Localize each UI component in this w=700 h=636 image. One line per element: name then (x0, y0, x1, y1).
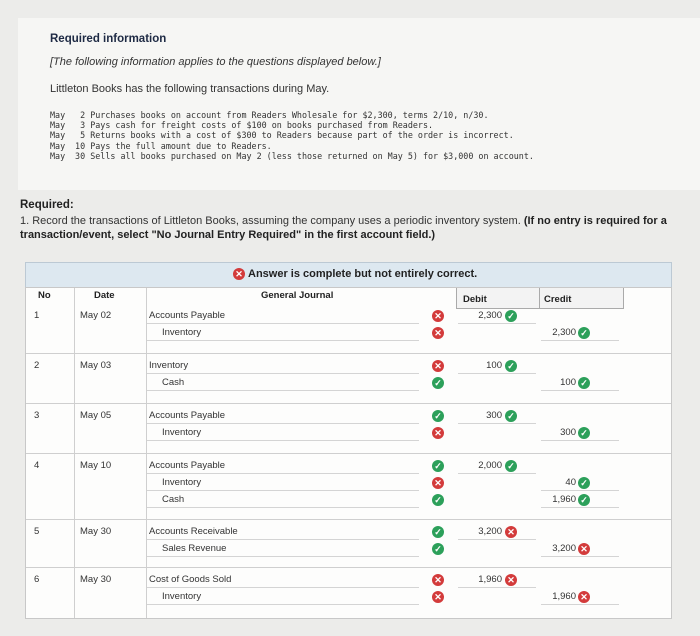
question-text: 1. Record the transactions of Littleton Books, assuming the company uses a periodic inventory system. (If no entry is required for a transaction/event, select "No Journal Entry Required" in the first account field.) (20, 215, 667, 241)
header-no: No (38, 290, 51, 301)
header-date: Date (94, 290, 115, 301)
transaction-row: May 2 Purchases books on account from Readers Wholesale for $2,300, terms 2/10, n/30. (50, 110, 489, 120)
credit-amount: 40 (565, 477, 576, 488)
info-subtitle: [The following information applies to the questions displayed below.] (50, 56, 381, 68)
correct-check-icon: ✓ (432, 460, 444, 472)
entry-date[interactable]: May 10 (80, 460, 112, 471)
header-general-journal: General Journal (261, 290, 334, 301)
debit-amount: 1,960 (478, 574, 502, 585)
entry-number: 1 (34, 310, 40, 321)
account-name: Accounts Receivable (149, 526, 238, 537)
correct-check-icon: ✓ (578, 494, 590, 506)
account-name: Accounts Payable (149, 410, 226, 421)
credit-amount: 1,960 (552, 494, 576, 505)
debit-amount: 300 (486, 410, 502, 421)
incorrect-icon: ✕ (432, 360, 444, 372)
correct-check-icon: ✓ (505, 410, 517, 422)
credit-amount: 1,960 (552, 591, 576, 602)
row-divider (26, 519, 671, 520)
incorrect-icon: ✕ (578, 543, 590, 555)
credit-amount: 2,300 (552, 327, 576, 338)
incorrect-icon: ✕ (432, 574, 444, 586)
answer-status-text: Answer is complete but not entirely correct. (248, 268, 478, 280)
intro-text: Littleton Books has the following transactions during May. (50, 83, 330, 95)
row-divider (26, 453, 671, 454)
general-journal-table (25, 287, 672, 619)
incorrect-icon: ✕ (233, 268, 245, 280)
debit-amount: 100 (486, 360, 502, 371)
account-name: Inventory (162, 427, 202, 438)
account-name: Cost of Goods Sold (149, 574, 232, 585)
credit-amount: 300 (560, 427, 576, 438)
account-field[interactable] (147, 375, 419, 391)
header-credit: Credit (544, 294, 572, 305)
entry-number: 5 (34, 526, 40, 537)
incorrect-icon: ✕ (432, 427, 444, 439)
debit-amount: 2,300 (478, 310, 502, 321)
account-name: Inventory (162, 591, 202, 602)
answer-status-banner (25, 262, 672, 288)
incorrect-icon: ✕ (505, 574, 517, 586)
transaction-row: May 3 Pays cash for freight costs of $100 on books purchased from Readers. (50, 120, 434, 131)
entry-date[interactable]: May 30 (80, 574, 112, 585)
account-name: Accounts Payable (149, 310, 226, 321)
account-name: Inventory (149, 360, 189, 371)
credit-amount: 3,200 (552, 543, 576, 554)
entry-date[interactable]: May 30 (80, 526, 112, 537)
account-name: Cash (162, 494, 185, 505)
correct-check-icon: ✓ (505, 360, 517, 372)
correct-check-icon: ✓ (432, 543, 444, 555)
row-divider (26, 567, 671, 568)
transaction-row: May 5 Returns books with a cost of $300 to Readers because part of the order is incorrect. (50, 130, 514, 141)
account-field[interactable] (147, 492, 419, 508)
correct-check-icon: ✓ (432, 410, 444, 422)
account-name: Sales Revenue (162, 543, 227, 554)
header-debit: Debit (463, 294, 487, 305)
transaction-row: May 30 Sells all books purchased on May 2 (less those returned on May 5) for $3,000 on account. (50, 150, 534, 161)
row-divider (26, 403, 671, 404)
correct-check-icon: ✓ (432, 526, 444, 538)
incorrect-icon: ✕ (505, 526, 517, 538)
debit-amount: 3,200 (478, 526, 502, 537)
correct-check-icon: ✓ (505, 310, 517, 322)
account-name: Inventory (162, 327, 202, 338)
entry-date[interactable]: May 05 (80, 410, 112, 421)
correct-check-icon: ✓ (505, 460, 517, 472)
correct-check-icon: ✓ (432, 494, 444, 506)
debit-amount: 2,000 (478, 460, 502, 471)
entry-number: 3 (34, 410, 40, 421)
account-name: Cash (162, 377, 185, 388)
account-name: Inventory (162, 477, 202, 488)
required-heading: Required: (20, 199, 74, 211)
incorrect-icon: ✕ (432, 310, 444, 322)
entry-number: 2 (34, 360, 40, 371)
credit-amount: 100 (560, 377, 576, 388)
incorrect-icon: ✕ (432, 327, 444, 339)
correct-check-icon: ✓ (578, 327, 590, 339)
required-information-title: Required information (50, 33, 167, 45)
correct-check-icon: ✓ (578, 377, 590, 389)
entry-number: 4 (34, 460, 40, 471)
correct-check-icon: ✓ (578, 477, 590, 489)
entry-date[interactable]: May 03 (80, 360, 112, 371)
transaction-list (50, 110, 534, 161)
correct-check-icon: ✓ (578, 427, 590, 439)
incorrect-icon: ✕ (432, 591, 444, 603)
entry-number: 6 (34, 574, 40, 585)
account-name: Accounts Payable (149, 460, 226, 471)
incorrect-icon: ✕ (578, 591, 590, 603)
entry-date[interactable]: May 02 (80, 310, 112, 321)
row-divider (26, 353, 671, 354)
correct-check-icon: ✓ (432, 377, 444, 389)
transaction-row: May 10 Pays the full amount due to Readers. (50, 140, 272, 151)
incorrect-icon: ✕ (432, 477, 444, 489)
